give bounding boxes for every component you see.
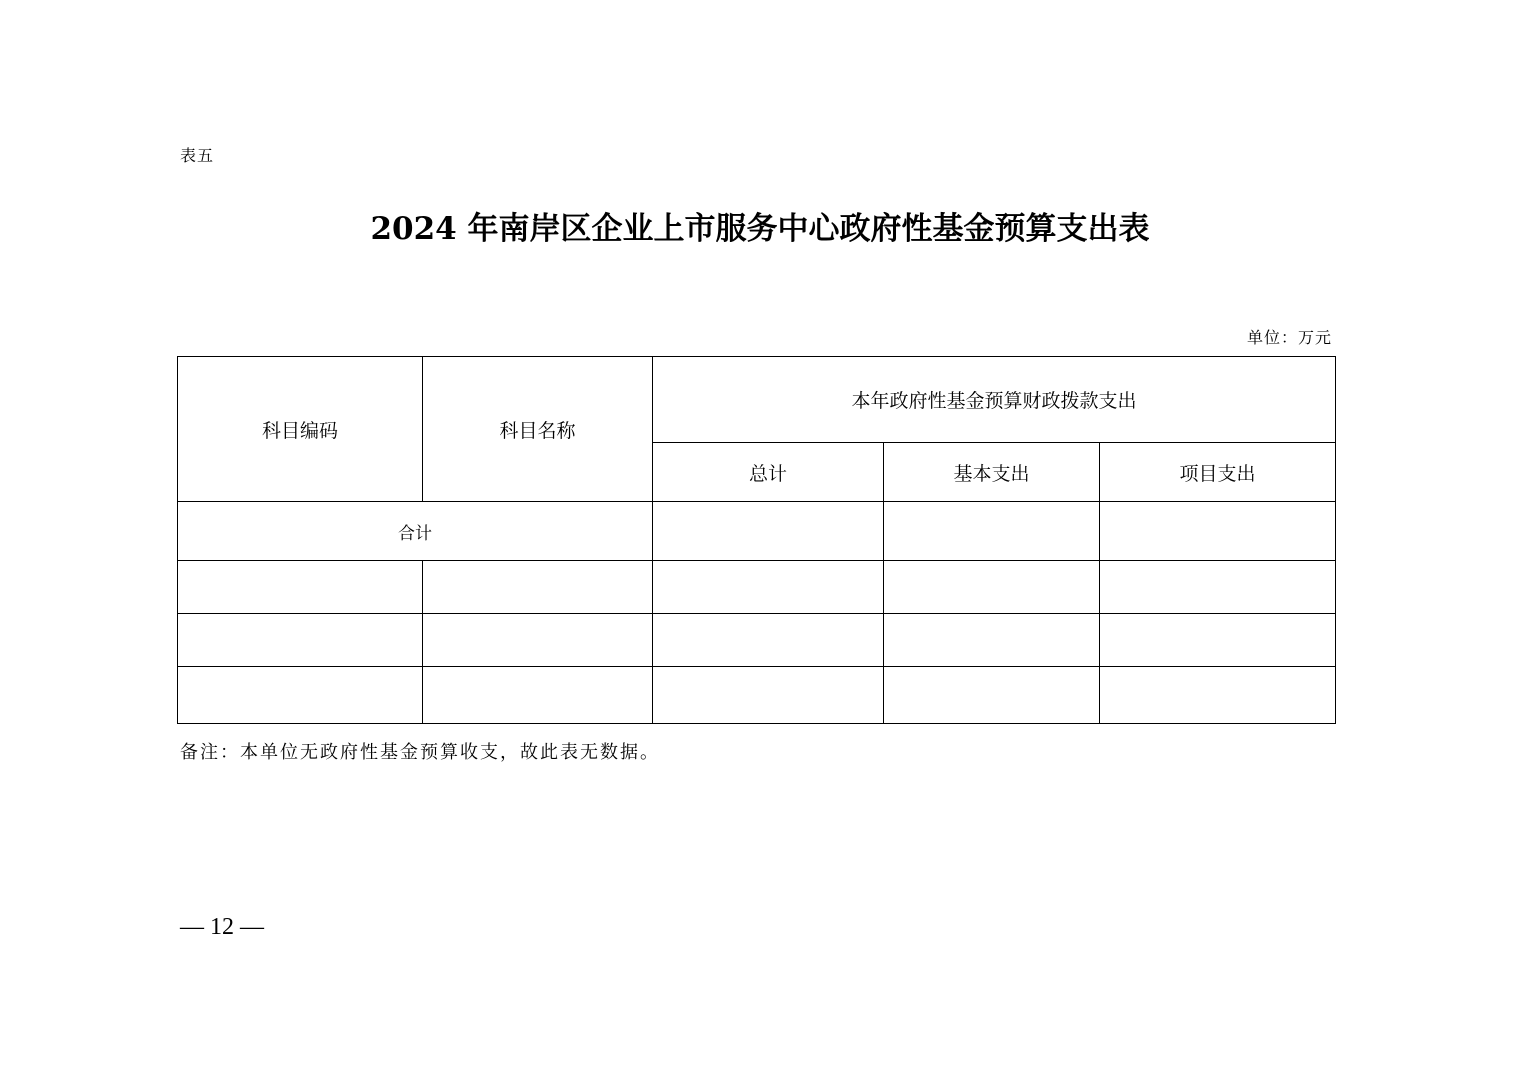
table-cell [1100,614,1336,667]
header-subject-code: 科目编码 [178,357,423,502]
table-cell [178,667,423,724]
table-row [178,614,1336,667]
table-cell [653,667,884,724]
table-cell [178,561,423,614]
header-basic-expenditure: 基本支出 [884,443,1100,502]
header-total: 总计 [653,443,884,502]
remark-note: 备注：本单位无政府性基金预算收支，故此表无数据。 [180,742,660,763]
total-row-label: 合计 [178,502,653,561]
table-cell [884,667,1100,724]
total-row [178,502,1336,561]
table-cell [178,614,423,667]
table-cell [1100,667,1336,724]
table-cell [653,561,884,614]
table-cell [1100,561,1336,614]
budget-table [177,356,1336,724]
page-number: — 12 — [180,914,264,940]
table-cell [653,614,884,667]
table-row [178,667,1336,724]
header-subject-name: 科目名称 [423,357,653,502]
unit-note: 单位：万元 [1246,328,1332,347]
total-row-total-cell [653,502,884,561]
table-row [178,561,1336,614]
table-cell [423,614,653,667]
document-title: 2024 年南岸区企业上市服务中心政府性基金预算支出表 [370,211,1150,247]
table-cell [884,561,1100,614]
header-project-expenditure: 项目支出 [1100,443,1336,502]
table-label: 表五 [180,146,215,165]
table-cell [884,614,1100,667]
table-cell [423,561,653,614]
header-expenditure-group: 本年政府性基金预算财政拨款支出 [653,357,1336,443]
total-row-project-cell [1100,502,1336,561]
header-row-1 [178,357,1336,443]
total-row-basic-cell [884,502,1100,561]
table-cell [423,667,653,724]
